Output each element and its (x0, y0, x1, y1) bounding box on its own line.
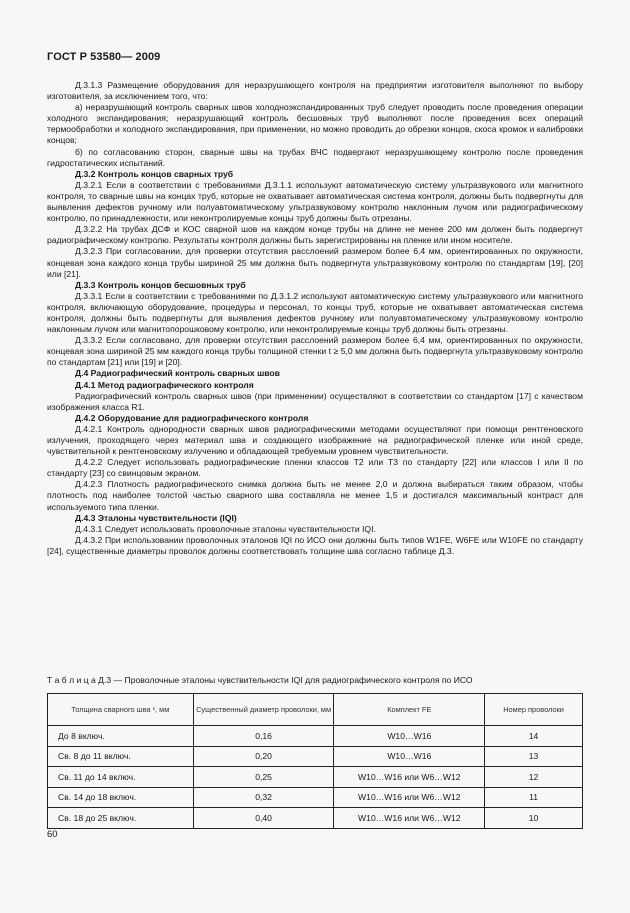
section-heading: Д.4.2 Оборудование для радиографического контроля (75, 412, 309, 423)
table-cell: 0,40 (193, 808, 334, 829)
table-row (48, 808, 583, 829)
table-row (48, 726, 583, 747)
paragraph: Д.4.2.3 Плотность радиографического снимка должна быть не менее 2,0 и должна выбираться таким образом, чтобы плотность под наиболее толстой частью сварного шва составляла не менее 1,5 и достигался максимальный контраст для используемого типа пленки. (47, 479, 583, 512)
column-header: Номер проволоки (485, 694, 583, 726)
paragraph: Д.4.2.1 Контроль однородности сварных швов радиографическими методами осуществляют при помощи рентгеновского излучения, проходящего через материал шва и создающего изображение на радиографической пленке или иной среде, чувствительной к рентгеновскому излучению и обладающей требуемым уровнем чувствительности. (47, 423, 583, 457)
paragraph: Радиографический контроль сварных швов (при применении) осуществляют в соответствии со стандартом [17] с качеством изображения класса R1. (47, 390, 583, 412)
section-heading: Д.4 Радиографический контроль сварных швов (75, 368, 280, 379)
table-cell: Св. 11 до 14 включ. (48, 767, 194, 788)
paragraph: Д.3.3.2 Если согласовано, для проверки отсутствия расслоений размером более 6,4 мм, ориентированных по окружности, концевая зона шириной 25 мм каждого конца трубы толщиной стенки t ≥ 5,0 мм должна быть подвергнута ультразвуковому контролю по стандартам [21] или [19] и [20]. (47, 335, 583, 368)
table-row (48, 767, 583, 788)
section-heading: Д.4.3 Эталоны чувствительности (IQI) (75, 512, 237, 523)
table-cell: 0,20 (193, 746, 334, 767)
column-header: Комплект FE (334, 694, 485, 726)
body-text (47, 80, 583, 557)
table-cell: Св. 8 до 11 включ. (48, 746, 194, 767)
table-row (48, 746, 583, 767)
table-caption: Т а б л и ц а Д.3 — Проволочные эталоны чувствительности IQI для радиографического контроля по ИСО (47, 675, 473, 685)
table-cell: Св. 14 до 18 включ. (48, 787, 194, 808)
paragraph: Д.3.1.3 Размещение оборудования для неразрушающего контроля на предприятии изготовителя выполняют по выбору изготовителя, за исключением того, что: (47, 80, 583, 102)
iqi-table (47, 693, 583, 829)
section-heading: Д.4.1 Метод радиографического контроля (75, 379, 254, 390)
column-header: Существенный диаметр проволоки, мм (193, 694, 334, 726)
paragraph: а) неразрушающий контроль сварных швов холодноэкспандированных труб следует проводить после проведения операции холодного экспандирования; неразрушающий контроль бесшовных труб выполняют после проведения всех операций термообработки и холодного экспандирования, при применении, но можно проводить до обрезки концов, скоса кромок и калибровки концов; (47, 102, 583, 146)
paragraph: Д.3.3.1 Если в соответствии с требованиями по Д.3.1.2 используют автоматическую систему ультразвукового или магнитного контроля, включающую оборудование, процедуры и персонал, то концы труб, которые не охватывает автоматическая система контроля, должны быть подвергнуты для выявления дефектов ручному или полуавтоматическому ультразвуковому контролю наклонным лучом или магнитопорошковому контролю, или неконтролируемые концы труб должны быть отрезаны. (47, 290, 583, 335)
table-cell: W10…W16 (334, 746, 485, 767)
paragraph: Д.4.3.1 Следует использовать проволочные эталоны чувствительности IQI. (75, 523, 376, 534)
paragraph: Д.4.3.2 При использовании проволочных эталонов IQI по ИСО они должны быть типов W1FE, W6FE или W10FE по стандарту [24], существенные диаметры проволок должны соответствовать толщине шва согласно таблице Д.3. (47, 534, 583, 556)
table-cell: Св. 18 до 25 включ. (48, 808, 194, 829)
document-header: ГОСТ Р 53580— 2009 (47, 51, 161, 63)
table-cell: 0,32 (193, 787, 334, 808)
table-cell: 0,25 (193, 767, 334, 788)
section-heading: Д.3.3 Контроль концов бесшовных труб (75, 279, 246, 290)
table-cell: 11 (485, 787, 583, 808)
table-cell: 13 (485, 746, 583, 767)
paragraph: Д.3.2.1 Если в соответствии с требованиями Д.3.1.1 используют автоматическую систему ультразвукового или магнитного контроля, то сварные швы на концах труб, которые не охватывает автоматическая система контроля, должны быть подвергнуты для выявления дефектов ручному или полуавтоматическому ультразвуковому контролю наклонным лучом или радиографическому контролю, по принадлежности, или неконтролируемые концы труб должны быть отрезаны. (47, 179, 583, 224)
table-cell: W10…W16 или W6…W12 (334, 808, 485, 829)
section-heading: Д.3.2 Контроль концов сварных труб (75, 168, 234, 179)
table-cell: W10…W16 или W6…W12 (334, 767, 485, 788)
paragraph: Д.4.2.2 Следует использовать радиографические пленки классов Т2 или Т3 по стандарту [22] или классов I или II по стандарту [23] со свинцовым экраном. (47, 457, 583, 479)
table-header-row (48, 694, 583, 726)
table-cell: W10…W16 или W6…W12 (334, 787, 485, 808)
column-header: Толщина сварного шва ¹, мм (48, 694, 194, 726)
table-cell: 0,16 (193, 726, 334, 747)
table-cell: 14 (485, 726, 583, 747)
paragraph: Д.3.2.3 При согласовании, для проверки отсутствия расслоений размером более 6,4 мм, ориентированных по окружности, концевая зона каждого конца трубы шириной 25 мм должна быть подвергнута ультразвуковому контролю по стандартам [19], [20] или [21]. (47, 246, 583, 279)
table-cell: W10…W16 (334, 726, 485, 747)
page-number: 60 (47, 829, 58, 840)
paragraph: Д.3.2.2 На трубах ДСФ и КОС сварной шов на каждом конце трубы на длине не менее 200 мм должен быть подвергнут радиографическому контролю. Результаты контроля должны быть зарегистрированы на пленке или ином носителе. (47, 224, 583, 246)
table-row (48, 787, 583, 808)
table-cell: До 8 включ. (48, 726, 194, 747)
table-cell: 10 (485, 808, 583, 829)
table-cell: 12 (485, 767, 583, 788)
paragraph: б) по согласованию сторон, сварные швы на трубах ВЧС подвергают неразрушающему контролю после проведения гидростатических испытаний. (47, 146, 583, 168)
